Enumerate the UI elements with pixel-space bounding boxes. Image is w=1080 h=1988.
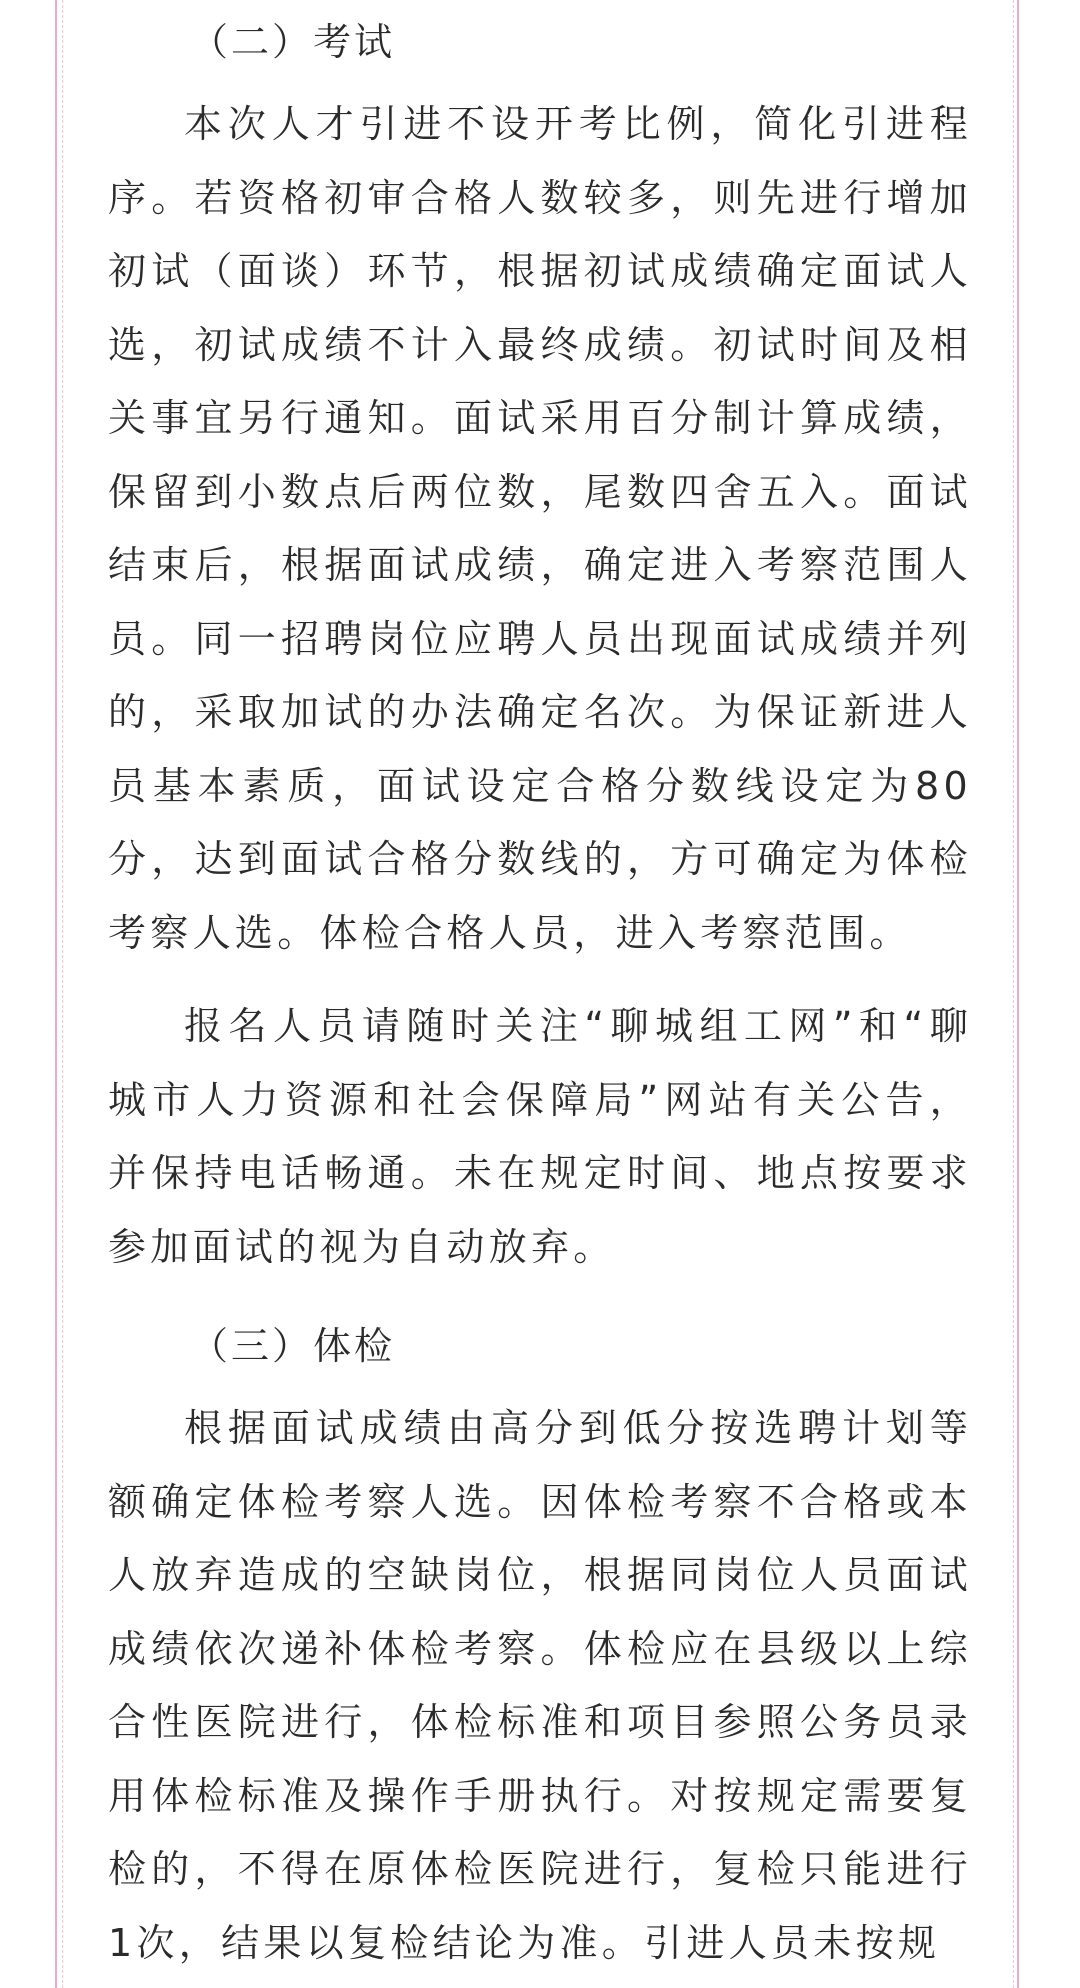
physical-exam-paragraph: 根据面试成绩由高分到低分按选聘计划等额确定体检考察人选。因体检考察不合格或本人放弃造成的空缺岗位，根据同岗位人员面试成绩依次递补体检考察。体检应在县级以上综合性医院进行，体检标准和项目参照公务员录用体检标准及操作手册执行。对按规定需要复检的，不得在原体检医院进行，复检只能进行1次，结果以复检结论为准。引进人员未按规 <box>108 1406 972 1965</box>
section-exam <box>108 6 972 1284</box>
document-body <box>108 0 972 1980</box>
exam-paragraph: 本次人才引进不设开考比例，简化引进程序。若资格初审合格人数较多，则先进行增加初试（面谈）环节，根据初试成绩确定面试人选，初试成绩不计入最终成绩。初试时间及相关事宜另行通知。面试采用百分制计算成绩，保留到小数点后两位数，尾数四舍五入。面试结束后，根据面试成绩，确定进入考察范围人员。同一招聘岗位应聘人员出现面试成绩并列的，采取加试的办法确定名次。为保证新进人员基本素质，面试设定合格分数线设定为80分，达到面试合格分数线的，方可确定为体检考察人选。体检合格人员，进入考察范围。 <box>108 102 972 955</box>
section-physical-exam <box>108 1310 972 1980</box>
notice-paragraph: 报名人员请随时关注“聊城组工网”和“聊城市人力资源和社会保障局”网站有关公告，并保持电话畅通。未在规定时间、地点按要求参加面试的视为自动放弃。 <box>108 1004 972 1269</box>
section-heading: （二）考试 <box>190 20 396 64</box>
section-heading: （三）体检 <box>190 1324 396 1368</box>
